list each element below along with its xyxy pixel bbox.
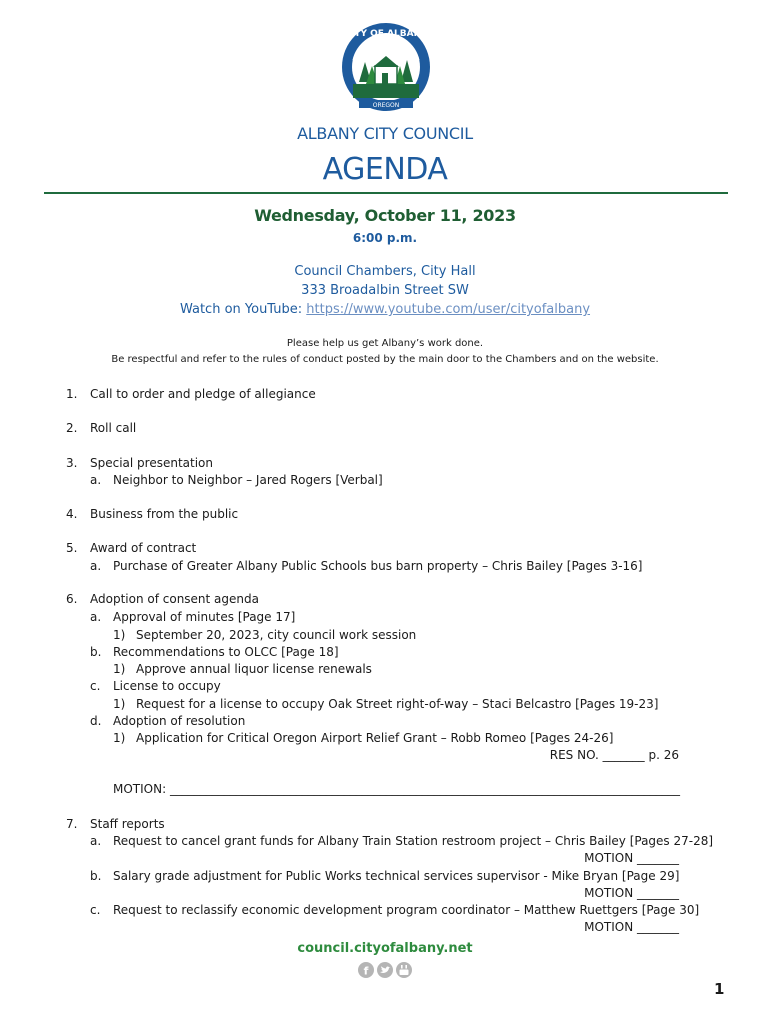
subsubitem-text: September 20, 2023, city council work session (136, 628, 417, 642)
consent-motion-line: MOTION: _____________________________________________________________________________________ (113, 782, 680, 796)
agenda-title: AGENDA (322, 152, 448, 187)
motion-line-7c: MOTION _______ (584, 920, 679, 934)
meeting-time: 6:00 p.m. (352, 231, 418, 245)
subsubitem-number: 1) (113, 731, 126, 745)
city-seal-logo (339, 20, 433, 124)
facebook-icon[interactable] (358, 962, 374, 978)
subsubitem-text: Application for Critical Oregon Airport Relief Grant – Robb Romeo [Pages 24-26] (136, 731, 614, 745)
youtube-label: Watch on YouTube: (179, 302, 307, 317)
item-text: Business from the public (90, 507, 239, 521)
subitem-letter: a. (90, 559, 102, 573)
social-icons (357, 961, 413, 979)
item-number: 5. (66, 541, 78, 555)
item-number: 6. (66, 592, 78, 606)
subitem-text: License to occupy (113, 679, 221, 693)
subitem-text: Salary grade adjustment for Public Works technical services supervisor - Mike Bryan [Page 29] (113, 869, 680, 883)
location-line-1: Council Chambers, City Hall (294, 264, 476, 279)
header-divider (44, 192, 728, 194)
item-text: Award of contract (90, 541, 197, 555)
item-text: Adoption of consent agenda (90, 592, 259, 606)
subitem-text: Adoption of resolution (113, 714, 246, 728)
youtube-icon[interactable] (396, 962, 412, 978)
item-text: Roll call (90, 421, 137, 435)
item-text: Staff reports (90, 817, 165, 831)
seal-text: CITY OF ALBANY (344, 29, 428, 39)
item-text: Call to order and pledge of allegiance (90, 387, 316, 401)
subitem-letter: b. (90, 645, 102, 659)
subitem-letter: a. (90, 473, 102, 487)
motion-line-7a: MOTION _______ (584, 851, 679, 865)
item-number: 4. (66, 507, 78, 521)
page-number: 1 (714, 980, 725, 998)
footer-website-link[interactable]: council.cityofalbany.net (297, 941, 473, 956)
subsubitem-text: Request for a license to occupy Oak Street right-of-way – Staci Belcastro [Pages 19-23] (136, 697, 659, 711)
subitem-text: Recommendations to OLCC [Page 18] (113, 645, 339, 659)
subitem-text: Neighbor to Neighbor – Jared Rogers [Verbal] (113, 473, 383, 487)
seal-subtext: OREGON (372, 102, 400, 109)
subitem-text: Request to cancel grant funds for Albany Train Station restroom project – Chris Bailey [Pages 27-28] (113, 834, 714, 848)
note-line-1: Please help us get Albany’s work done. (286, 338, 484, 349)
subitem-text: Request to reclassify economic development program coordinator – Matthew Ruettgers [Page 30] (113, 903, 700, 917)
subsubitem-number: 1) (113, 697, 126, 711)
youtube-line (0, 302, 770, 317)
subsubitem-number: 1) (113, 662, 126, 676)
subitem-text: Approval of minutes [Page 17] (113, 610, 296, 624)
subsubitem-text: Approve annual liquor license renewals (136, 662, 372, 676)
svg-text:f: f (363, 964, 369, 978)
subitem-letter: d. (90, 714, 102, 728)
council-title: ALBANY CITY COUNCIL (297, 124, 473, 143)
subitem-letter: a. (90, 610, 102, 624)
location-line-2: 333 Broadalbin Street SW (301, 283, 469, 298)
item-number: 7. (66, 817, 78, 831)
meeting-date: Wednesday, October 11, 2023 (254, 206, 516, 225)
subitem-letter: c. (90, 903, 101, 917)
motion-line-7b: MOTION _______ (584, 886, 679, 900)
item-number: 1. (66, 387, 78, 401)
note-line-2: Be respectful and refer to the rules of conduct posted by the main door to the Chambers and on the website. (111, 354, 659, 365)
subitem-letter: b. (90, 869, 102, 883)
item-text: Special presentation (90, 456, 214, 470)
twitter-icon[interactable] (377, 962, 393, 978)
subitem-letter: a. (90, 834, 102, 848)
subitem-text: Purchase of Greater Albany Public Schools bus barn property – Chris Bailey [Pages 3-16] (113, 559, 643, 573)
item-number: 2. (66, 421, 78, 435)
youtube-link[interactable]: https://www.youtube.com/user/cityofalbany (306, 302, 591, 317)
resolution-number-line: RES NO. _______ p. 26 (549, 748, 679, 762)
subsubitem-number: 1) (113, 628, 126, 642)
item-number: 3. (66, 456, 78, 470)
subitem-letter: c. (90, 679, 101, 693)
